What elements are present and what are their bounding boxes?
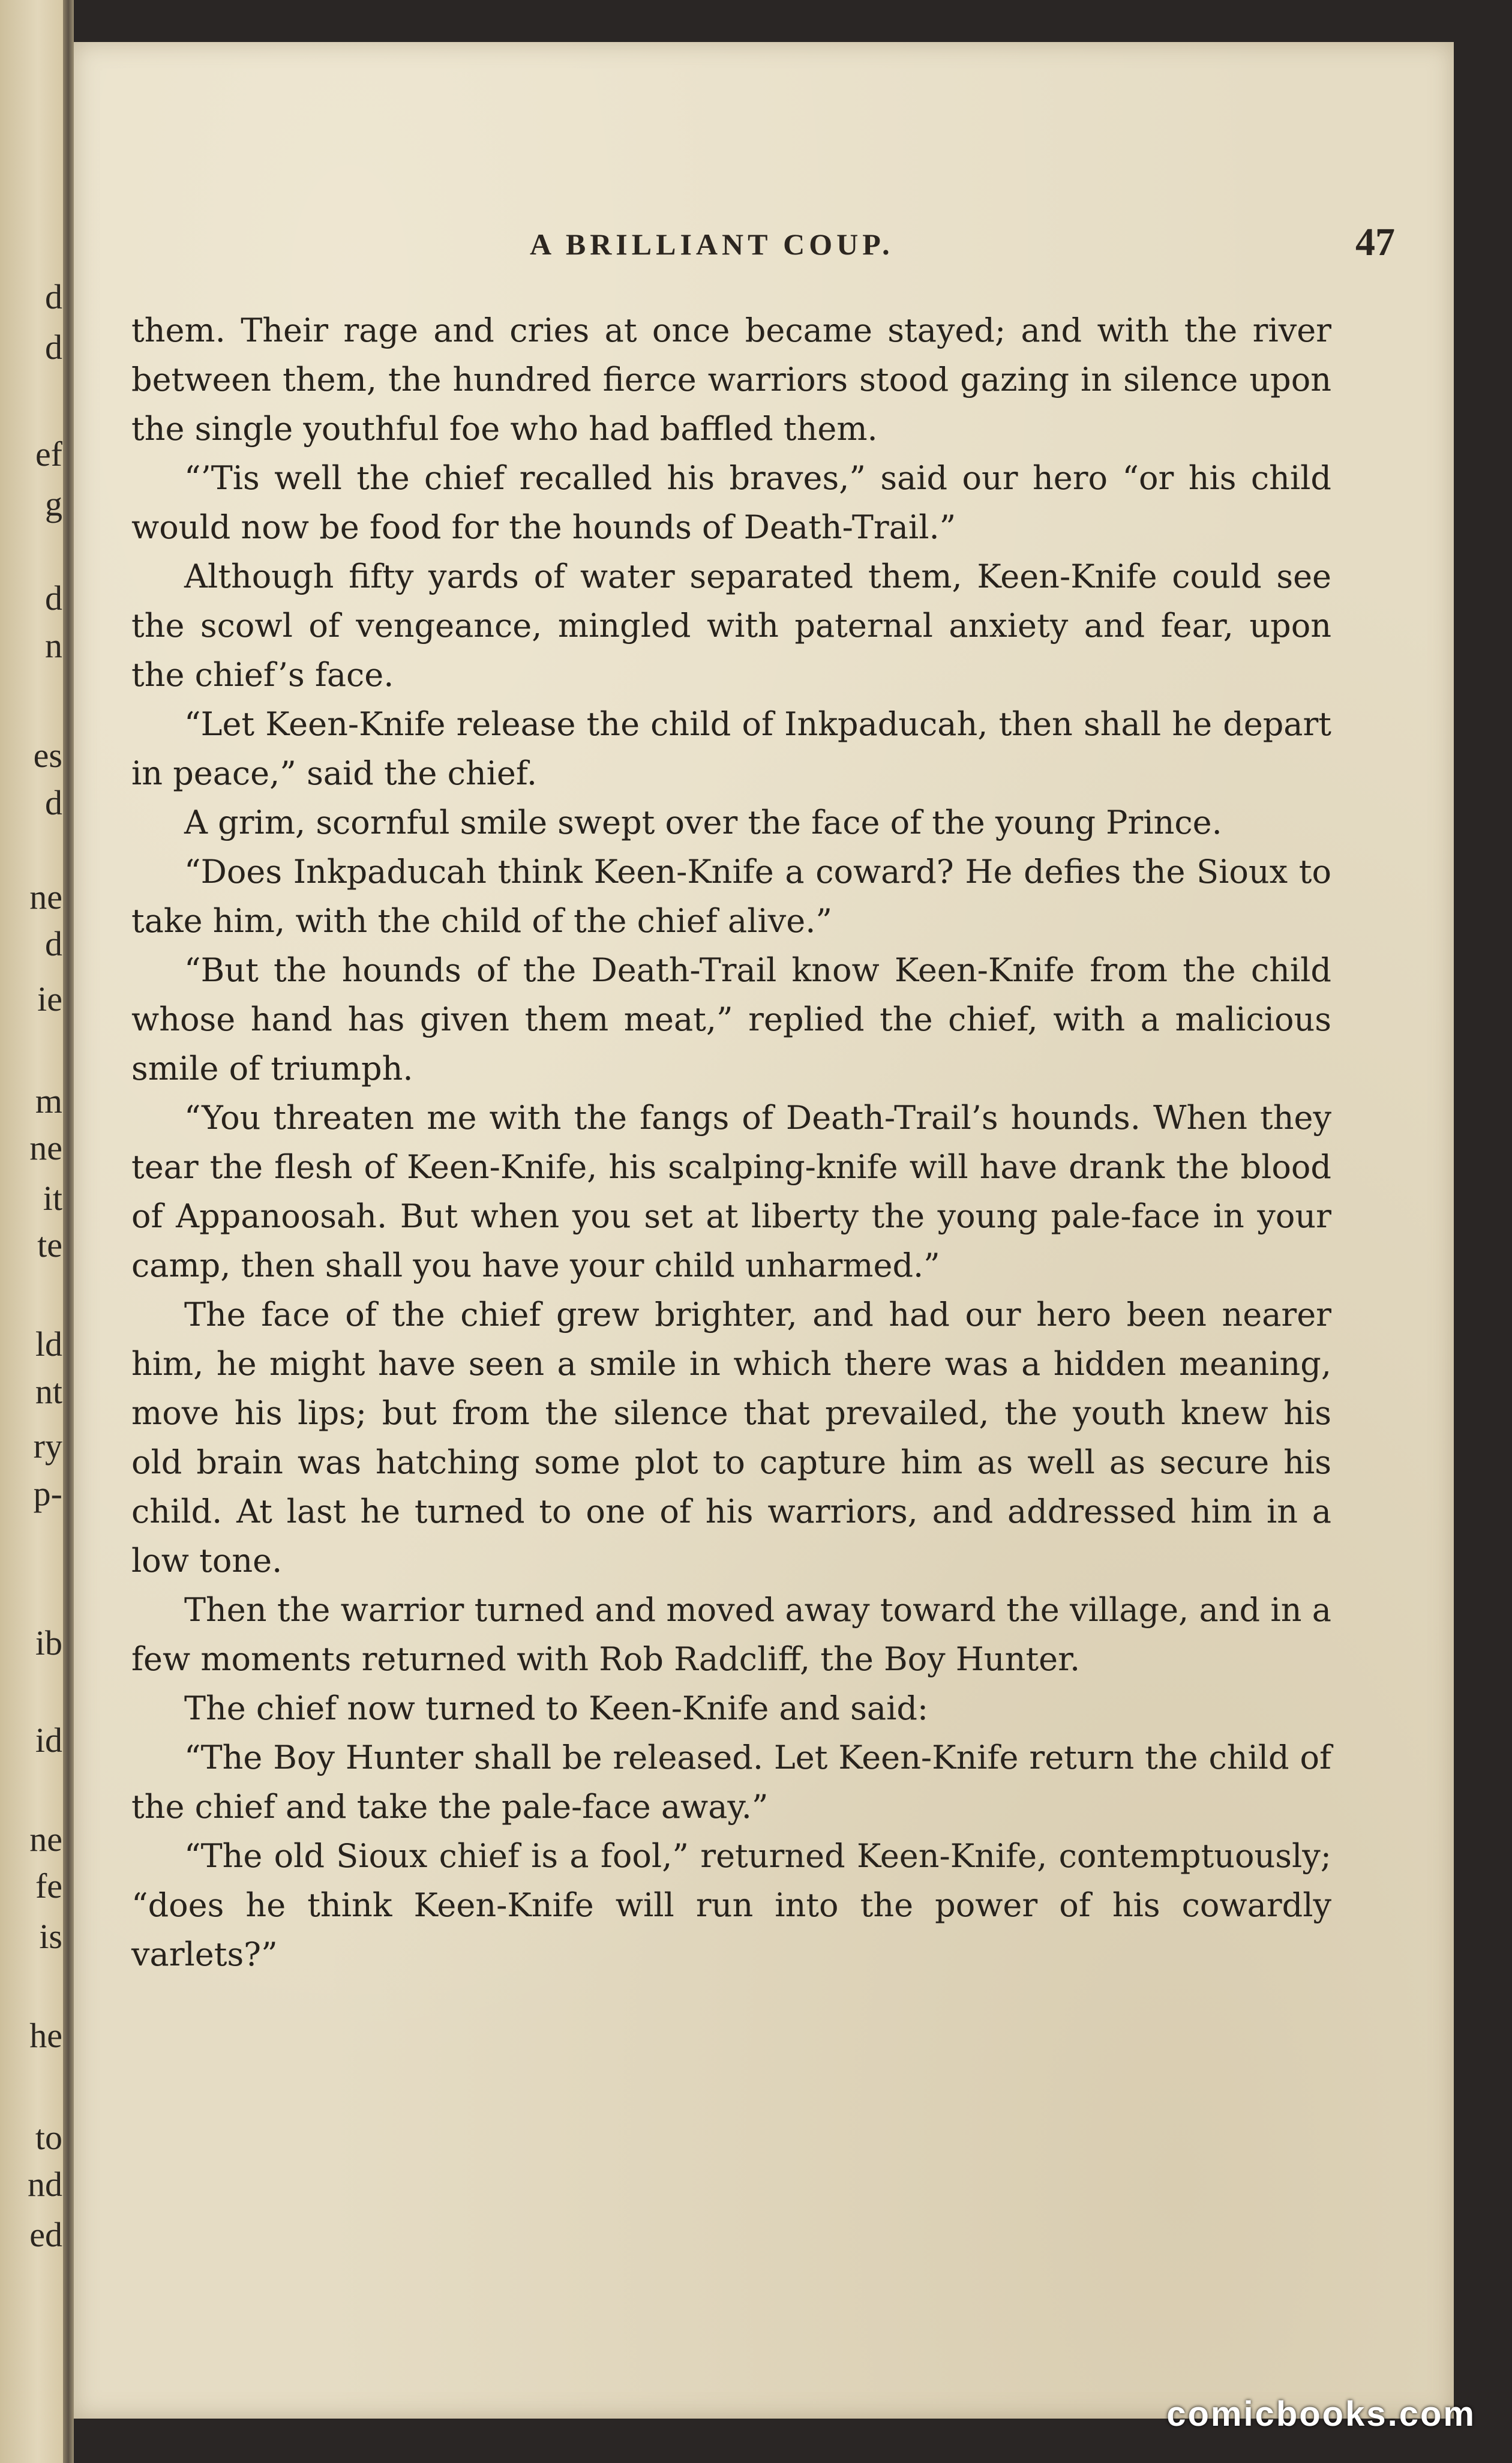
left-page-fragment: to <box>35 2117 62 2157</box>
paragraph: them. Their rage and cries at once became stayed; and with the river between them, the hundred fierce warriors stood gazing in silence upon the single youthful foe who had baffled them. <box>131 311 1331 448</box>
left-page-fragment: nt <box>35 1371 62 1411</box>
left-page-fragment: d <box>45 579 62 618</box>
left-page-fragment: d <box>45 924 62 964</box>
left-page-fragment: it <box>43 1178 62 1218</box>
book-gutter <box>63 0 74 2463</box>
left-page-fragment: ie <box>37 979 62 1018</box>
left-page-fragment: d <box>45 783 62 822</box>
left-page-fragment: g <box>45 484 62 524</box>
left-page-fragment: es <box>33 735 62 775</box>
left-page-fragment: te <box>37 1225 62 1265</box>
watermark: comicbooks.com <box>1166 2395 1476 2434</box>
left-page-fragment: m <box>35 1081 62 1120</box>
paragraph: “Does Inkpaducah think Keen-Knife a coward? He defies the Sioux to take him, with the child of the chief alive.” <box>131 853 1331 940</box>
left-page-fragment: d <box>45 327 62 367</box>
left-page-fragment: ld <box>35 1325 62 1364</box>
book-page <box>74 42 1454 2419</box>
running-title: A BRILLIANT COUP. <box>530 227 894 261</box>
left-page-fragment: fe <box>35 1866 62 1906</box>
running-head <box>74 220 1454 275</box>
left-page-fragment: n <box>45 625 62 665</box>
paragraph: “’Tis well the chief recalled his braves,” said our hero “or his child would now be food for the hounds of Death-Trail.” <box>131 459 1331 546</box>
left-page-fragment: nd <box>28 2165 62 2204</box>
paragraph: “You threaten me with the fangs of Death-Trail’s hounds. When they tear the flesh of Keen-Knife, his scalping-knife will have drank the blood of Appanoosah. But when you set at liberty the young pale-face in your camp, then shall you have your child unharmed.” <box>131 1099 1331 1284</box>
left-page-fragment: ne <box>29 877 62 916</box>
left-page-fragment: ef <box>35 434 62 474</box>
left-page-fragment: ne <box>29 1819 62 1859</box>
body-text <box>131 306 1331 1979</box>
paragraph: The face of the chief grew brighter, and had our hero been nearer him, he might have seen a smile in which there was a hidden meaning, move his lips; but from the silence that prevailed, the youth knew his old brain was hatching some plot to capture him as well as secure his child. At last he turned to one of his warriors, and addressed him in a low tone. <box>131 1296 1331 1580</box>
left-page-fragment: ed <box>29 2215 62 2255</box>
left-page-fragment: is <box>39 1916 62 1956</box>
paragraph: “The old Sioux chief is a fool,” returned Keen-Knife, contemptuously; “does he think Keen-Knife will run into the power of his cowardly varlets?” <box>131 1837 1331 1973</box>
left-page-fragment: ib <box>35 1623 62 1662</box>
left-page-fragment: id <box>35 1720 62 1760</box>
left-page-edge <box>0 0 63 2463</box>
page-number: 47 <box>1355 220 1395 264</box>
paragraph: The chief now turned to Keen-Knife and said: <box>184 1689 929 1727</box>
left-page-fragment: ne <box>29 1128 62 1168</box>
paragraph: “The Boy Hunter shall be released. Let Keen-Knife return the child of the chief and take the pale-face away.” <box>131 1739 1331 1826</box>
left-page-fragment: p- <box>33 1473 62 1513</box>
paragraph: “Let Keen-Knife release the child of Inkpaducah, then shall he depart in peace,” said the chief. <box>131 705 1331 792</box>
left-page-fragment: he <box>29 2015 62 2055</box>
paragraph: “But the hounds of the Death-Trail know Keen-Knife from the child whose hand has given them meat,” replied the chief, with a malicious smile of triumph. <box>131 951 1331 1087</box>
left-page-fragment: ry <box>33 1427 62 1466</box>
paragraph: Then the warrior turned and moved away toward the village, and in a few moments returned with Rob Radcliff, the Boy Hunter. <box>131 1591 1331 1678</box>
paragraph: Although fifty yards of water separated them, Keen-Knife could see the scowl of vengeance, mingled with paternal anxiety and fear, upon the chief’s face. <box>131 558 1331 694</box>
left-page-fragment: d <box>45 277 62 316</box>
paragraph: A grim, scornful smile swept over the face of the young Prince. <box>184 804 1222 841</box>
